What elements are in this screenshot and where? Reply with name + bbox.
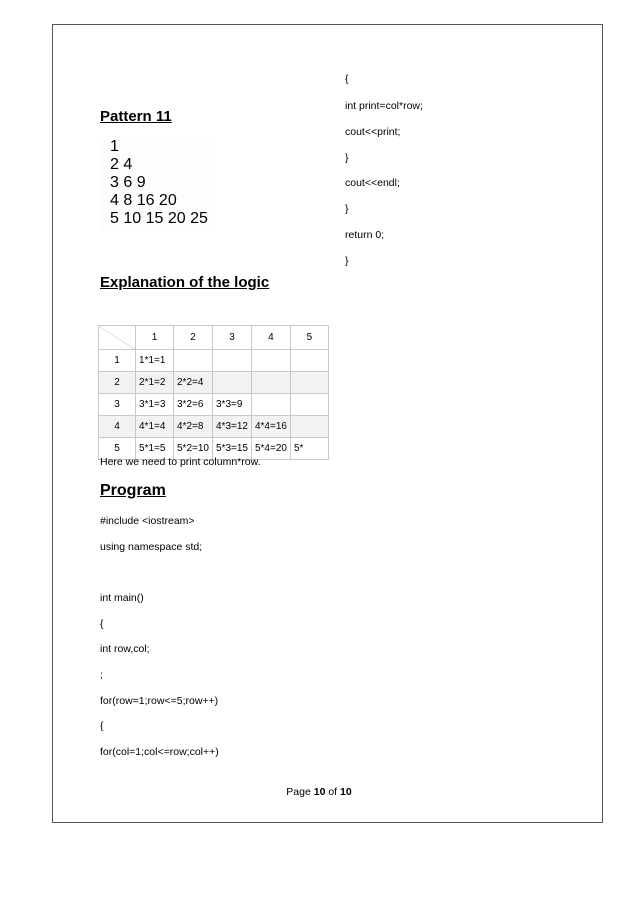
table-cell: 5*1=5 [136, 438, 174, 460]
program-heading: Program [100, 482, 166, 499]
right-code-line-7: return 0; [345, 229, 385, 241]
code-line-8: for(row=1;row<=5;row++) [100, 695, 219, 707]
page-of: of [325, 786, 341, 798]
code-line-6: int row,col; [100, 643, 150, 655]
table-row-label: 5 [99, 438, 136, 460]
table-cell: 5*4=20 [251, 438, 290, 460]
code-line-10: for(col=1;col<=row;col++) [100, 746, 219, 758]
pattern-line-3: 3 6 9 [110, 174, 146, 191]
table-header-cell: 5 [290, 326, 328, 350]
right-code-line-6: } [345, 203, 349, 215]
table-cell [212, 372, 251, 394]
pattern-line-4: 4 8 16 20 [110, 192, 177, 209]
table-cell [290, 350, 328, 372]
table-cell [251, 350, 290, 372]
table-cell: 2*2=4 [174, 372, 213, 394]
table-cell: 3*2=6 [174, 394, 213, 416]
table-cell: 5* [290, 438, 328, 460]
table-cell [251, 372, 290, 394]
table-row [99, 350, 329, 372]
table-cell: 4*3=12 [212, 416, 251, 438]
table-cell [290, 416, 328, 438]
table-cell [290, 394, 328, 416]
table-header-cell: 1 [136, 326, 174, 350]
code-line-7: ; [100, 669, 103, 681]
code-line-5: { [100, 618, 104, 630]
pattern-line-5: 5 10 15 20 25 [110, 210, 208, 227]
current-page: 10 [313, 786, 326, 798]
table-cell [174, 350, 213, 372]
table-row [99, 372, 329, 394]
right-code-line-4: } [345, 152, 349, 164]
table-cell: 3*1=3 [136, 394, 174, 416]
pattern-heading: Pattern 11 [100, 108, 172, 125]
right-code-line-8: } [345, 255, 349, 267]
page-number-footer [0, 786, 638, 798]
table-cell: 4*1=4 [136, 416, 174, 438]
table-row-label: 1 [99, 350, 136, 372]
code-line-1: #include <iostream> [100, 515, 195, 527]
right-code-line-1: { [345, 73, 349, 85]
table-row-label: 3 [99, 394, 136, 416]
table-row-label: 4 [99, 416, 136, 438]
explanation-text: Here we need to print column*row. [100, 456, 261, 468]
total-pages: 10 [340, 786, 352, 798]
logic-table [98, 325, 329, 460]
table-cell [290, 372, 328, 394]
right-code-line-5: cout<<endl; [345, 177, 400, 189]
table-cell [251, 394, 290, 416]
table-row-label: 2 [99, 372, 136, 394]
pattern-line-2: 2 4 [110, 156, 133, 173]
code-line-4: int main() [100, 592, 144, 604]
table-row [99, 416, 329, 438]
pattern-line-1: 1 [110, 138, 119, 155]
pattern-output [100, 138, 210, 232]
table-cell: 3*3=9 [212, 394, 251, 416]
table-cell: 1*1=1 [136, 350, 174, 372]
table-header-cell: 3 [212, 326, 251, 350]
table-cell: 2*1=2 [136, 372, 174, 394]
table-header-row [99, 326, 329, 350]
code-line-9: { [100, 720, 104, 732]
table-cell [212, 350, 251, 372]
code-line-2: using namespace std; [100, 541, 203, 553]
table-row [99, 394, 329, 416]
right-code-line-2: int print=col*row; [345, 100, 423, 112]
explanation-heading: Explanation of the logic [100, 274, 270, 291]
table-cell: 4*2=8 [174, 416, 213, 438]
table-header-cell: 2 [174, 326, 213, 350]
table-cell: 4*4=16 [251, 416, 290, 438]
table-header-cell: 4 [251, 326, 290, 350]
right-code-line-3: cout<<print; [345, 126, 401, 138]
page-prefix: Page [286, 786, 314, 798]
table-cell: 5*2=10 [174, 438, 213, 460]
table-cell: 5*3=15 [212, 438, 251, 460]
table-corner-cell [99, 326, 136, 350]
